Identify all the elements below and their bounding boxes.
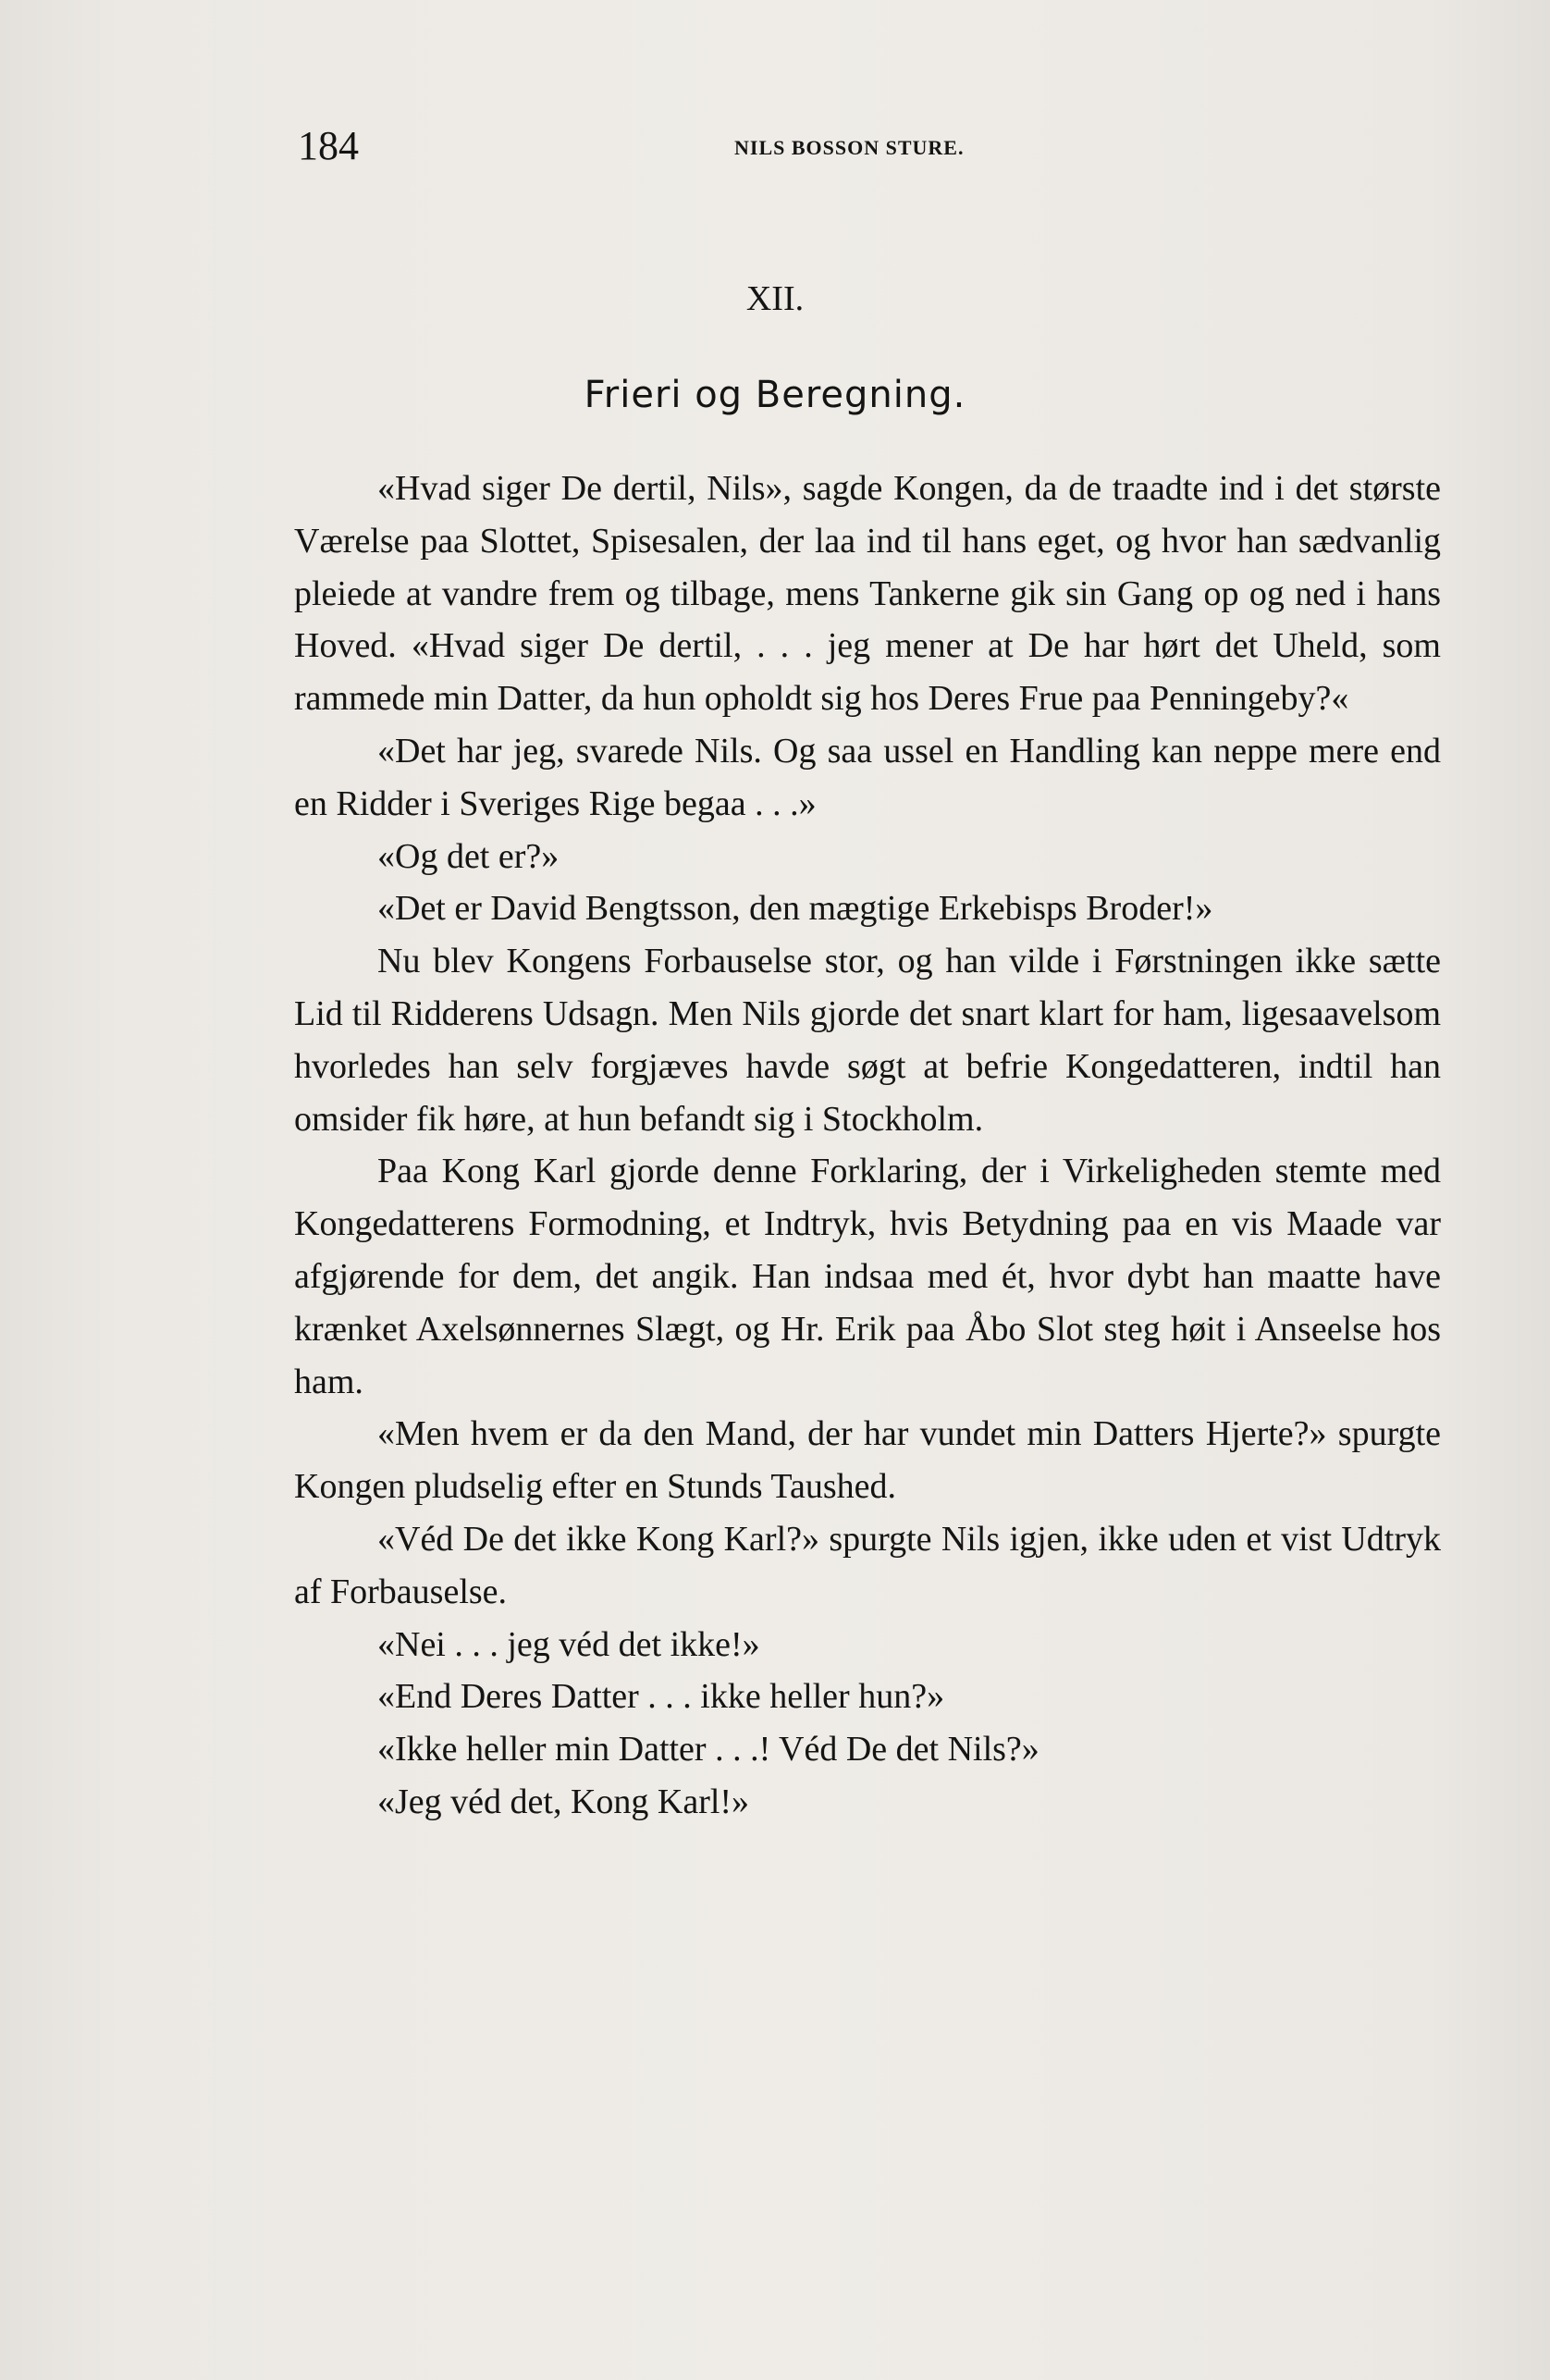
- paragraph: «Og det er?»: [377, 836, 560, 876]
- paragraph: «Ikke heller min Datter . . .! Véd De det Nils?»: [377, 1730, 1039, 1770]
- running-head: NILS BOSSON STURE.: [734, 136, 965, 159]
- paragraph: «Hvad siger De dertil, Nils», sagde Kongen, da de traadte ind i det største Værelse paa Slottet, Spisesalen, der laa ind til hans eget, og hvor han sædvanlig pleiede at vandre frem og tilbage, mens Tankerne gik sin Gang op og ned i hans Hoved. «Hvad siger De dertil, . . . jeg mener at De har hørt det Uheld, som rammede min Datter, da hun opholdt sig hos Deres Frue paa Penningeby?«: [294, 469, 1441, 719]
- body-text: [294, 462, 1441, 1829]
- paragraph: «Det har jeg, svarede Nils. Og saa ussel en Handling kan neppe mere end en Ridder i Sveriges Rige begaa . . .»: [294, 731, 1441, 823]
- paragraph: Paa Kong Karl gjorde denne Forklaring, der i Virkeligheden stemte med Kongedatterens Formodning, et Indtryk, hvis Betydning paa en vis Maade var afgjørende for dem, det angik. Han indsaa med ét, hvor dybt han maatte have krænket Axelsønnernes Slægt, og Hr. Erik paa Åbo Slot steg høit i Anseelse hos ham.: [294, 1152, 1441, 1401]
- chapter-title: Frieri og Beregning.: [584, 374, 966, 416]
- page-number: 184: [298, 123, 359, 168]
- paragraph: «Jeg véd det, Kong Karl!»: [377, 1782, 750, 1821]
- paragraph: «End Deres Datter . . . ikke heller hun?»: [377, 1677, 945, 1717]
- paragraph: «Men hvem er da den Mand, der har vundet min Datters Hjerte?» spurgte Kongen pludselig efter en Stunds Taushed.: [294, 1414, 1441, 1507]
- chapter-number: XII.: [745, 279, 805, 318]
- page-header: [298, 118, 1445, 174]
- paragraph: «Véd De det ikke Kong Karl?» spurgte Nils igjen, ikke uden et vist Udtryk af Forbauselse.: [294, 1519, 1441, 1611]
- paragraph: «Det er David Bengtsson, den mægtige Erkebisps Broder!»: [377, 889, 1213, 929]
- paragraph: «Nei . . . jeg véd det ikke!»: [377, 1624, 760, 1664]
- paragraph: Nu blev Kongens Forbauselse stor, og han vilde i Førstningen ikke sætte Lid til Ridderens Udsagn. Men Nils gjorde det snart klart for ham, ligesaavelsom hvorledes han selv forgjæves havde søgt at befrie Kongedatteren, indtil han omsider fik høre, at hun befandt sig i Stockholm.: [294, 942, 1441, 1139]
